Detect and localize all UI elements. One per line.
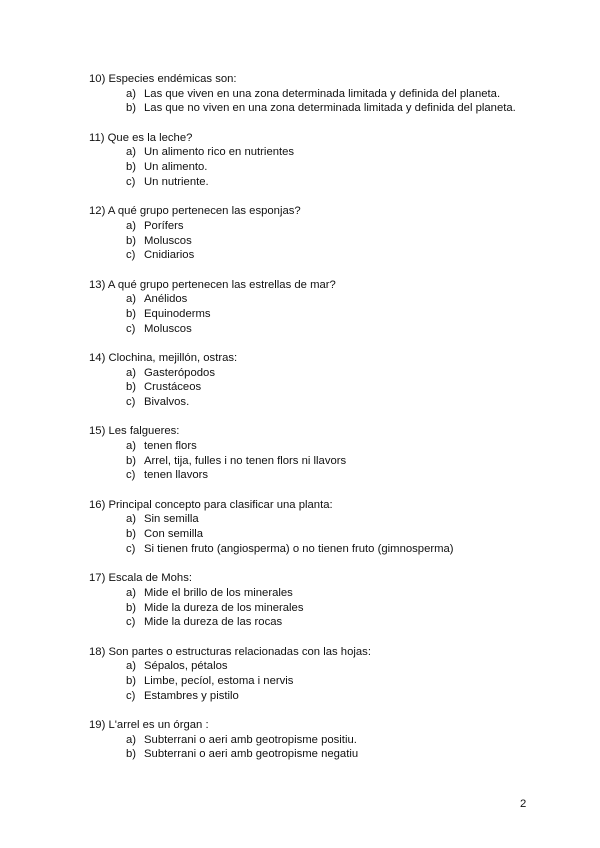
page-number: 2 xyxy=(520,798,527,810)
option-letter: a) xyxy=(126,660,137,673)
answer-option xyxy=(89,395,559,410)
option-letter: a) xyxy=(126,366,137,379)
option-text: Las que no viven en una zona determinada limitada y definida del planeta. xyxy=(144,102,516,115)
question-title: 17) Escala de Mohs: xyxy=(89,572,192,585)
question-14 xyxy=(89,351,559,410)
option-letter: a) xyxy=(126,146,137,159)
option-letter: c) xyxy=(126,542,136,555)
option-text: Sépalos, pétalos xyxy=(144,660,228,673)
question-17 xyxy=(89,571,559,630)
answer-option xyxy=(89,512,559,527)
question-10 xyxy=(89,72,559,116)
option-text: Moluscos xyxy=(144,234,192,247)
question-16 xyxy=(89,498,559,557)
answer-option xyxy=(89,145,559,160)
option-letter: a) xyxy=(126,586,137,599)
option-text: Equinoderms xyxy=(144,307,211,320)
question-title: 12) A qué grupo pertenecen las esponjas? xyxy=(89,205,301,218)
answer-option xyxy=(89,659,559,674)
answer-option xyxy=(89,307,559,322)
answer-option xyxy=(89,380,559,395)
option-text: Sin semilla xyxy=(144,513,199,526)
answer-option xyxy=(89,439,559,454)
answer-option xyxy=(89,542,559,557)
option-text: Porífers xyxy=(144,219,184,232)
option-letter: b) xyxy=(126,381,137,394)
option-letter: c) xyxy=(126,616,136,629)
option-letter: c) xyxy=(126,689,136,702)
answer-option xyxy=(89,615,559,630)
option-text: tenen llavors xyxy=(144,469,209,482)
question-title: 11) Que es la leche? xyxy=(89,131,193,144)
option-letter: b) xyxy=(126,307,137,320)
option-letter: b) xyxy=(126,674,137,687)
question-19 xyxy=(89,718,559,762)
question-title: 13) A qué grupo pertenecen las estrellas de mar? xyxy=(89,278,336,291)
option-letter: b) xyxy=(126,454,137,467)
answer-option xyxy=(89,248,559,263)
answer-option xyxy=(89,468,559,483)
answer-option xyxy=(89,292,559,307)
option-letter: c) xyxy=(126,469,136,482)
answer-option xyxy=(89,322,559,337)
option-letter: a) xyxy=(126,513,137,526)
question-title: 10) Especies endémicas son: xyxy=(89,73,237,85)
answer-option xyxy=(89,674,559,689)
option-text: Subterrani o aeri amb geotropisme positiu. xyxy=(144,733,357,746)
question-15 xyxy=(89,424,559,483)
option-text: Limbe, pecíol, estoma i nervis xyxy=(144,674,294,687)
option-letter: c) xyxy=(126,322,136,335)
question-title: 15) Les falgueres: xyxy=(89,425,180,438)
question-18 xyxy=(89,645,559,704)
option-letter: b) xyxy=(126,234,137,247)
option-letter: b) xyxy=(126,601,137,614)
question-title: 16) Principal concepto para clasificar una planta: xyxy=(89,498,333,511)
option-text: Con semilla xyxy=(144,528,204,541)
question-title: 19) L'arrel es un órgan : xyxy=(89,718,209,731)
question-11 xyxy=(89,131,559,190)
option-letter: c) xyxy=(126,249,136,262)
option-letter: a) xyxy=(126,87,137,100)
question-12 xyxy=(89,204,559,263)
answer-option xyxy=(89,733,559,748)
option-letter: b) xyxy=(126,161,137,174)
answer-option xyxy=(89,601,559,616)
option-text: Las que viven en una zona determinada limitada y definida del planeta. xyxy=(144,87,501,100)
answer-option xyxy=(89,366,559,381)
option-text: Moluscos xyxy=(144,322,192,335)
answer-option xyxy=(89,234,559,249)
option-text: Arrel, tija, fulles i no tenen flors ni llavors xyxy=(144,454,347,467)
question-list xyxy=(89,72,559,777)
option-text: Un alimento. xyxy=(144,161,208,174)
option-letter: a) xyxy=(126,440,137,453)
option-text: tenen flors xyxy=(144,440,197,453)
option-letter: c) xyxy=(126,396,136,409)
answer-option xyxy=(89,160,559,175)
option-letter: b) xyxy=(126,748,137,761)
option-text: Subterrani o aeri amb geotropisme negatiu xyxy=(144,748,359,761)
option-text: Gasterópodos xyxy=(144,366,215,379)
option-letter: c) xyxy=(126,175,136,188)
option-letter: b) xyxy=(126,528,137,541)
option-letter: a) xyxy=(126,293,137,306)
answer-option xyxy=(89,747,559,762)
question-title: 14) Clochina, mejillón, ostras: xyxy=(89,351,238,364)
option-text: Un alimento rico en nutrientes xyxy=(144,146,295,159)
answer-option xyxy=(89,101,559,116)
option-text: Estambres y pistilo xyxy=(144,689,239,702)
option-text: Mide la dureza de los minerales xyxy=(144,601,304,614)
option-text: Anélidos xyxy=(144,293,188,306)
option-text: Un nutriente. xyxy=(144,175,209,188)
option-letter: a) xyxy=(126,733,137,746)
answer-option xyxy=(89,219,559,234)
option-text: Crustáceos xyxy=(144,381,202,394)
answer-option xyxy=(89,175,559,190)
answer-option xyxy=(89,87,559,102)
option-letter: a) xyxy=(126,219,137,232)
option-letter: b) xyxy=(126,102,137,115)
answer-option xyxy=(89,689,559,704)
option-text: Si tienen fruto (angiosperma) o no tienen fruto (gimnosperma) xyxy=(144,542,454,555)
option-text: Bivalvos. xyxy=(144,396,190,409)
option-text: Mide la dureza de las rocas xyxy=(144,616,283,629)
answer-option xyxy=(89,454,559,469)
option-text: Mide el brillo de los minerales xyxy=(144,586,293,599)
question-title: 18) Son partes o estructuras relacionadas con las hojas: xyxy=(89,645,371,658)
answer-option xyxy=(89,527,559,542)
question-13 xyxy=(89,278,559,337)
option-text: Cnidiarios xyxy=(144,249,195,262)
answer-option xyxy=(89,586,559,601)
